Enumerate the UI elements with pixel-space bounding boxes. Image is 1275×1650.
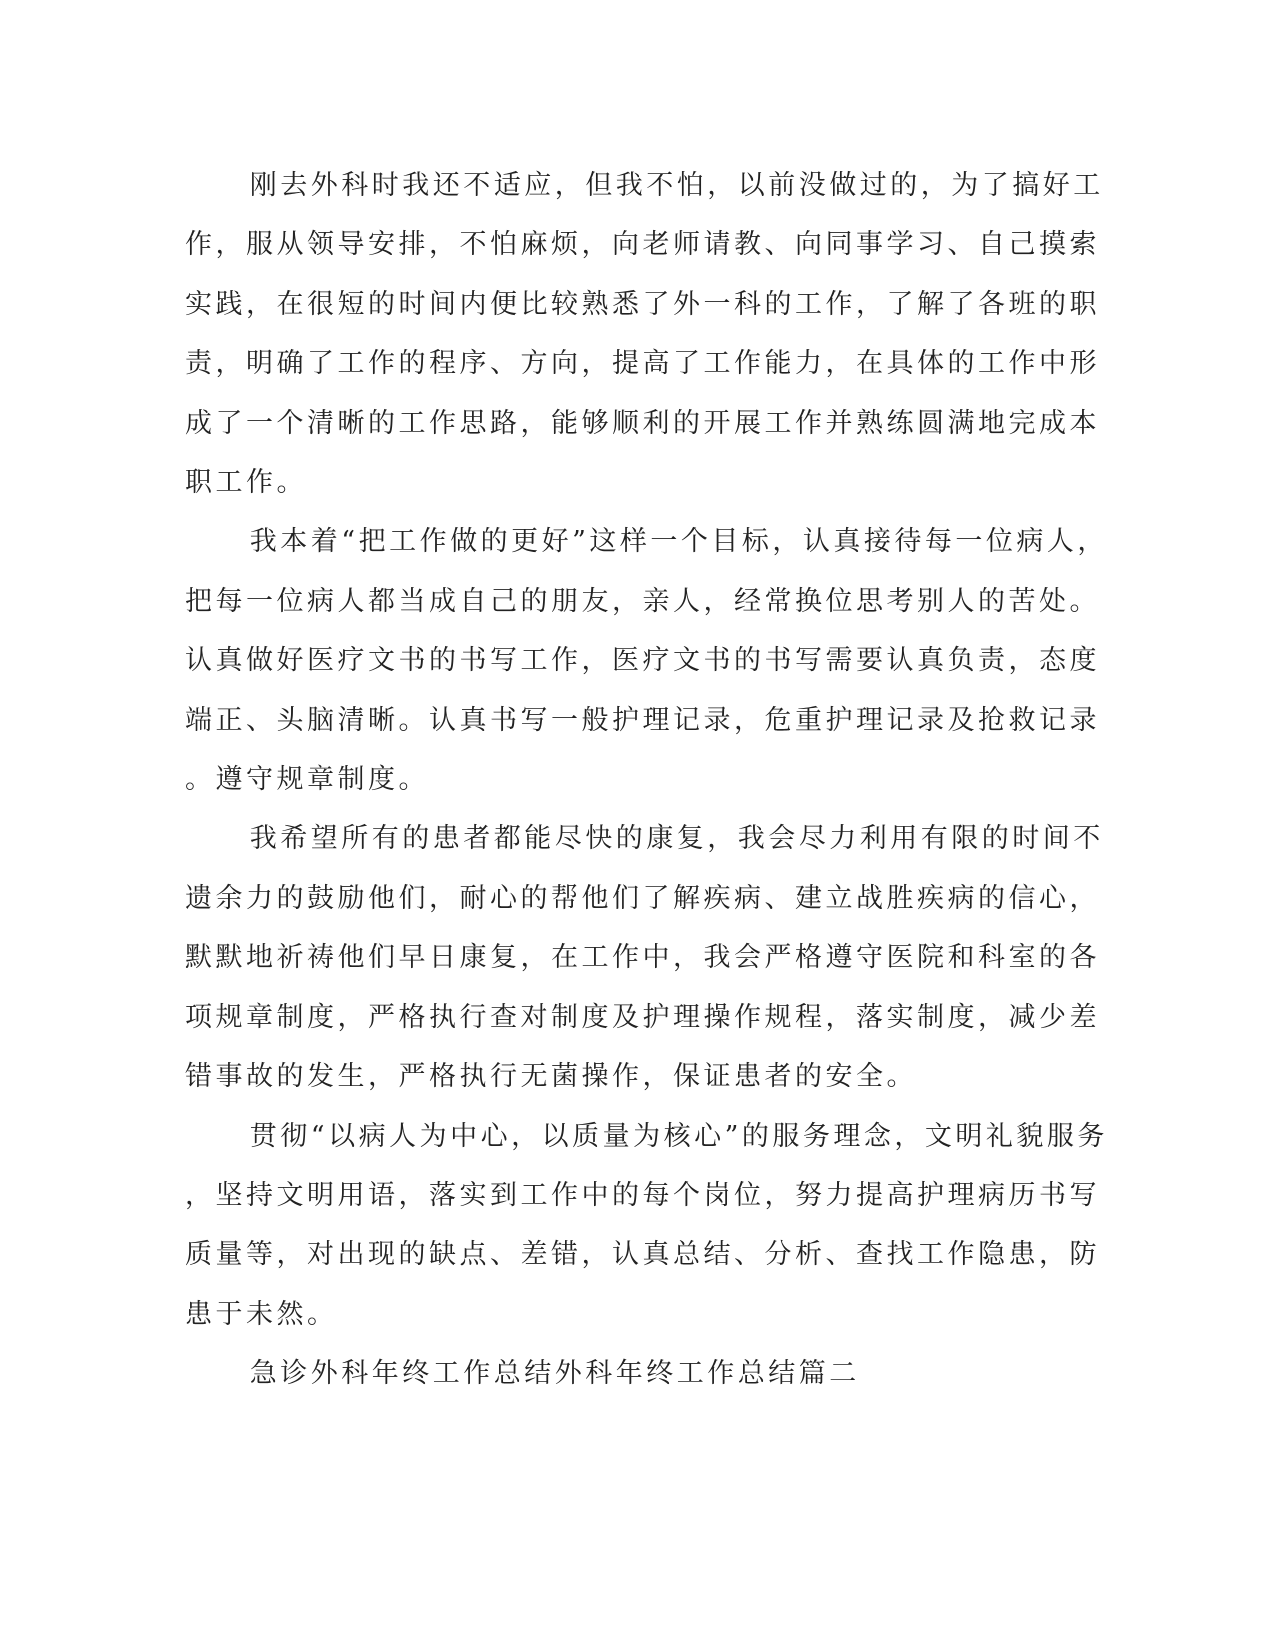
heading-text: 急诊外科年终工作总结外科年终工作总结篇二 — [249, 1358, 860, 1390]
paragraph-3 — [185, 809, 1104, 1106]
paragraph-1 — [185, 156, 1104, 512]
text-line: 我希望所有的患者都能尽快的康复，我会尽力利用有限的时间不 — [249, 823, 1104, 855]
text-line: 项规章制度，严格执行查对制度及护理操作规程，落实制度，减少差 — [185, 1001, 1100, 1033]
text-line: 职工作。 — [185, 467, 307, 499]
text-line: 实践，在很短的时间内便比较熟悉了外一科的工作，了解了各班的职 — [185, 288, 1100, 320]
document-body — [185, 156, 1108, 1404]
text-line: 患于未然。 — [185, 1298, 338, 1330]
text-line: 成了一个清晰的工作思路，能够顺利的开展工作并熟练圆满地完成本 — [185, 407, 1100, 439]
text-line: 端正、头脑清晰。认真书写一般护理记录，危重护理记录及抢救记录 — [185, 704, 1100, 736]
section-heading — [185, 1344, 1045, 1403]
text-line: 遗余力的鼓励他们，耐心的帮他们了解疾病、建立战胜疾病的信心， — [185, 882, 1100, 914]
text-line: 贯彻“以病人为中心，以质量为核心”的服务理念，文明礼貌服务 — [249, 1120, 1108, 1152]
text-line: 。遵守规章制度。 — [185, 764, 429, 796]
text-line: 我本着“把工作做的更好”这样一个目标，认真接待每一位病人， — [249, 526, 1108, 558]
text-line: 责，明确了工作的程序、方向，提高了工作能力，在具体的工作中形 — [185, 348, 1100, 380]
text-line: 作，服从领导安排，不怕麻烦，向老师请教、向同事学习、自己摸索 — [185, 229, 1100, 261]
text-line: 默默地祈祷他们早日康复，在工作中，我会严格遵守医院和科室的各 — [185, 942, 1100, 974]
text-line: 把每一位病人都当成自己的朋友，亲人，经常换位思考别人的苦处。 — [185, 585, 1100, 617]
paragraph-4 — [185, 1107, 1108, 1345]
text-line: 刚去外科时我还不适应，但我不怕，以前没做过的，为了搞好工 — [249, 170, 1104, 201]
text-line: 认真做好医疗文书的书写工作，医疗文书的书写需要认真负责，态度 — [185, 645, 1100, 677]
text-line: 质量等，对出现的缺点、差错，认真总结、分析、查找工作隐患，防 — [185, 1239, 1100, 1271]
text-line: ，坚持文明用语，落实到工作中的每个岗位，努力提高护理病历书写 — [185, 1179, 1100, 1211]
text-line: 错事故的发生，严格执行无菌操作，保证患者的安全。 — [185, 1061, 917, 1093]
paragraph-2 — [185, 512, 1108, 809]
